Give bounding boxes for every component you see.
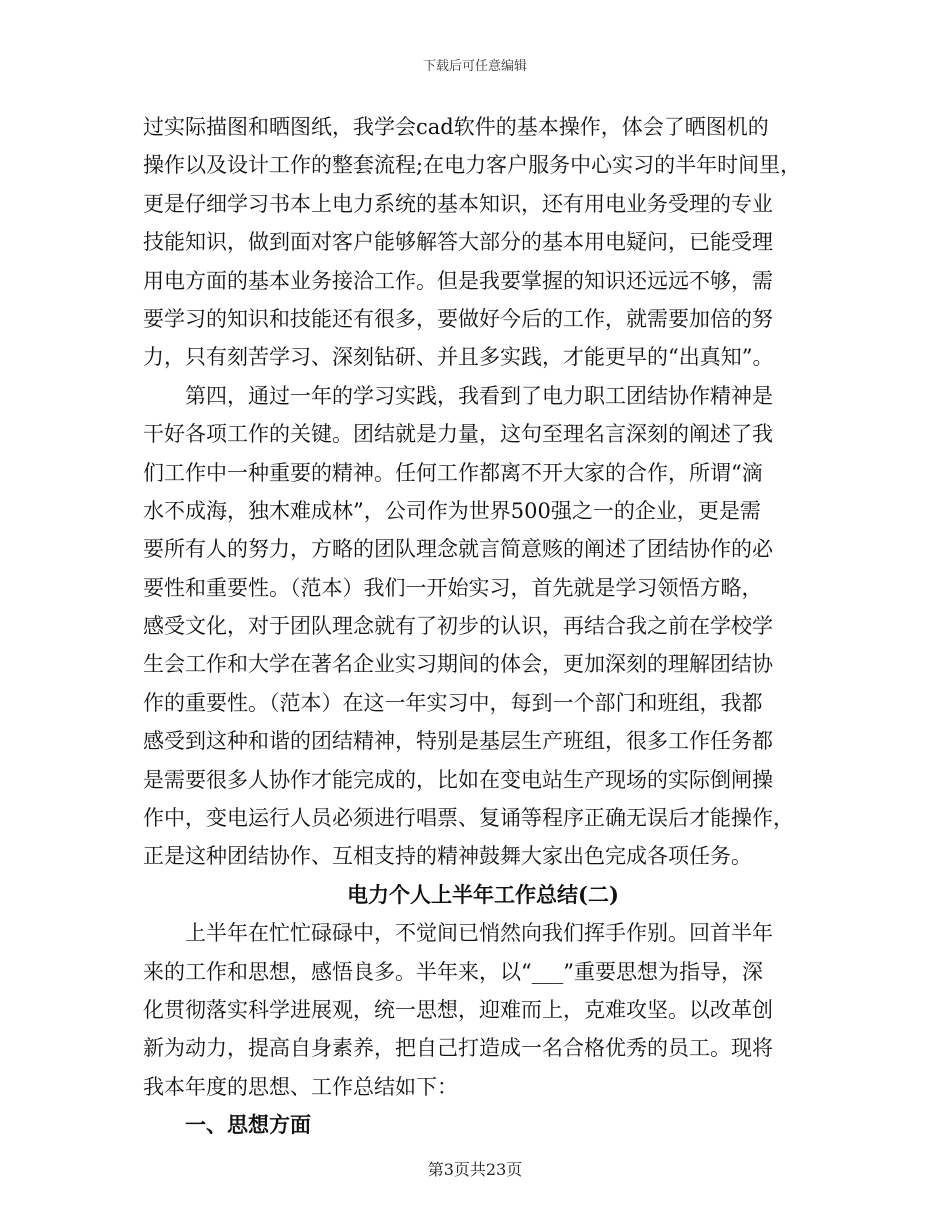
text-line: 化贯彻落实科学进展观，统一思想，迎难而上，克难攻坚。以改革创 [143,997,773,1022]
paragraph [143,914,823,1106]
text-line: 感受到这种和谐的团结精神，特别是基层生产班组，很多工作任务都 [143,729,773,754]
paragraph [143,108,823,377]
text-line: 要学习的知识和技能还有很多，要做好今后的工作，就需要加倍的努 [143,306,773,331]
page-footer: 第3页共23页 [427,1160,523,1179]
text-line: 来的工作和思想，感悟良多。半年来，以“___”重要思想为指导，深 [143,959,763,984]
text-line: 第四，通过一年的学习实践，我看到了电力职工团结协作精神是 [185,383,773,408]
text-line: 作的重要性。（范本）在这一年实习中，每到一个部门和班组，我都 [143,690,763,715]
text-line: 生会工作和大学在著名企业实习期间的体会，更加深刻的理解团结协 [143,652,773,677]
text-line: 上半年在忙忙碌碌中，不觉间已悄然向我们挥手作别。回首半年 [185,921,773,946]
subheading: 一、思想方面 [185,1112,311,1138]
text-line: 们工作中一种重要的精神。任何工作都离不开大家的合作，所谓“滴 [143,460,763,485]
paragraph [143,377,823,876]
text-line: 用电方面的基本业务接洽工作。但是我要掌握的知识还远远不够，需 [143,268,773,293]
text-line: 我本年度的思想、工作总结如下： [143,1074,458,1099]
text-line: 要性和重要性。（范本）我们一开始实习，首先就是学习领悟方略， [143,575,763,600]
text-line: 要所有人的努力，方略的团队理念就言简意赅的阐述了团结协作的必 [143,537,773,562]
text-line: 技能知识，做到面对客户能够解答大部分的基本用电疑问，已能受理 [143,230,773,255]
text-line: 感受文化，对于团队理念就有了初步的认识，再结合我之前在学校学 [143,614,773,639]
text-line: 过实际描图和晒图纸，我学会cad软件的基本操作，体会了晒图机的 [143,115,769,139]
text-line: 新为动力，提高自身素养，把自己打造成一名合格优秀的员工。现将 [143,1036,773,1061]
text-line: 干好各项工作的关键。团结就是力量，这句至理名言深刻的阐述了我 [143,422,773,447]
page-header: 下载后可任意编辑 [422,59,527,74]
section-title: 电力个人上半年工作总结(二) [347,881,619,907]
document-body [143,108,823,1145]
text-line: 作中，变电运行人员必须进行唱票、复诵等程序正确无误后才能操作， [143,806,794,831]
text-line: 更是仔细学习书本上电力系统的基本知识，还有用电业务受理的专业 [143,191,773,216]
text-line: 操作以及设计工作的整套流程;在电力客户服务中心实习的半年时间里， [143,153,802,178]
text-line: 正是这种团结协作、互相支持的精神鼓舞大家出色完成各项任务。 [143,844,752,869]
text-line: 水不成海，独木难成林”，公司作为世界500强之一的企业，更是需 [143,498,761,523]
text-line: 是需要很多人协作才能完成的，比如在变电站生产现场的实际倒闸操 [143,767,773,792]
text-line: 力，只有刻苦学习、深刻钻研、并且多实践，才能更早的“出真知”。 [143,345,774,370]
